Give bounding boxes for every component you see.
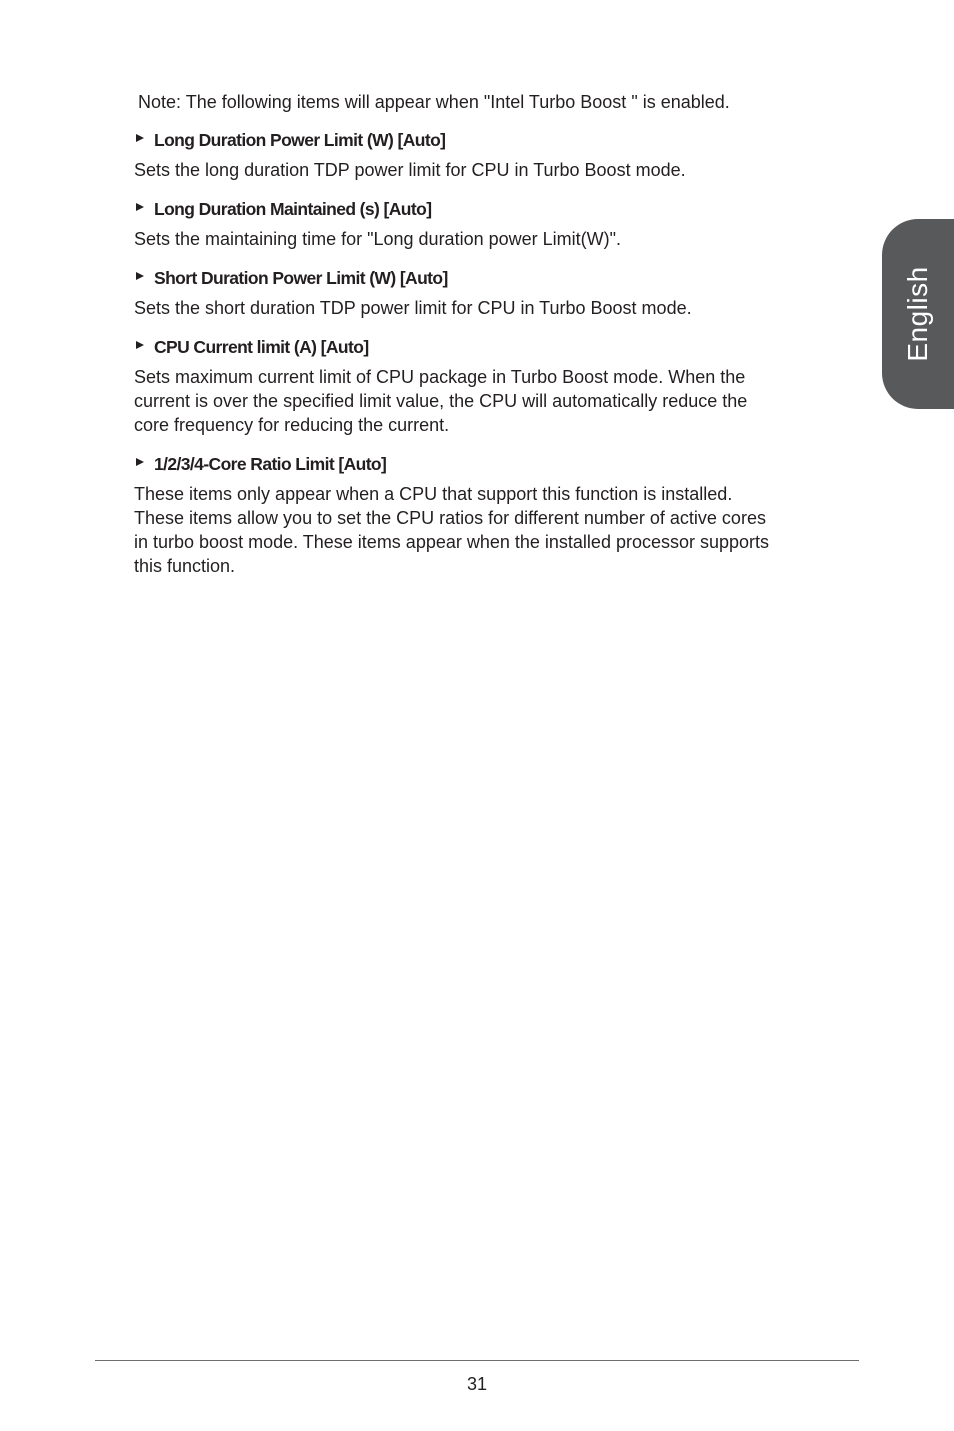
item-title: Long Duration Maintained (s) [Auto] bbox=[154, 198, 432, 219]
description-line: Sets the maintaining time for "Long duration power Limit(W)". bbox=[134, 229, 621, 249]
item-list bbox=[134, 129, 854, 594]
note-text: Note: The following items will appear when "Intel Turbo Boost " is enabled. bbox=[138, 92, 730, 112]
item-description bbox=[134, 365, 854, 437]
item-heading bbox=[134, 267, 854, 289]
item-heading bbox=[134, 198, 854, 220]
item-short-duration-power-limit bbox=[134, 267, 854, 320]
page-number: 31 bbox=[466, 1374, 488, 1394]
description-line: in turbo boost mode. These items appear when the installed processor supports bbox=[134, 532, 770, 552]
item-long-duration-power-limit bbox=[134, 129, 854, 182]
description-line: Sets maximum current limit of CPU package in Turbo Boost mode. When the bbox=[134, 367, 746, 387]
item-description bbox=[134, 296, 854, 320]
description-line: this function. bbox=[134, 556, 236, 576]
triangle-bullet-icon bbox=[136, 458, 144, 466]
item-core-ratio-limit bbox=[134, 453, 854, 578]
item-heading bbox=[134, 336, 854, 358]
language-tab-label: English bbox=[902, 266, 933, 362]
item-title: Long Duration Power Limit (W) [Auto] bbox=[154, 129, 446, 150]
triangle-bullet-icon bbox=[136, 341, 144, 349]
item-description bbox=[134, 227, 854, 251]
item-title: Short Duration Power Limit (W) [Auto] bbox=[154, 267, 448, 288]
item-title: CPU Current limit (A) [Auto] bbox=[154, 336, 369, 357]
description-line: Sets the short duration TDP power limit for CPU in Turbo Boost mode. bbox=[134, 298, 692, 318]
item-description bbox=[134, 482, 854, 578]
description-line: These items allow you to set the CPU ratios for different number of active cores bbox=[134, 508, 766, 528]
item-title: 1/2/3/4-Core Ratio Limit [Auto] bbox=[154, 453, 387, 474]
item-long-duration-maintained bbox=[134, 198, 854, 251]
description-line: These items only appear when a CPU that support this function is installed. bbox=[134, 484, 733, 504]
triangle-bullet-icon bbox=[136, 134, 144, 142]
item-cpu-current-limit bbox=[134, 336, 854, 437]
footer-divider bbox=[95, 1360, 859, 1361]
description-line: Sets the long duration TDP power limit for CPU in Turbo Boost mode. bbox=[134, 160, 686, 180]
item-description bbox=[134, 158, 854, 182]
item-heading bbox=[134, 129, 854, 151]
description-line: current is over the specified limit value, the CPU will automatically reduce the bbox=[134, 391, 748, 411]
triangle-bullet-icon bbox=[136, 272, 144, 280]
triangle-bullet-icon bbox=[136, 203, 144, 211]
item-heading bbox=[134, 453, 854, 475]
language-tab bbox=[882, 219, 954, 409]
description-line: core frequency for reducing the current. bbox=[134, 415, 450, 435]
